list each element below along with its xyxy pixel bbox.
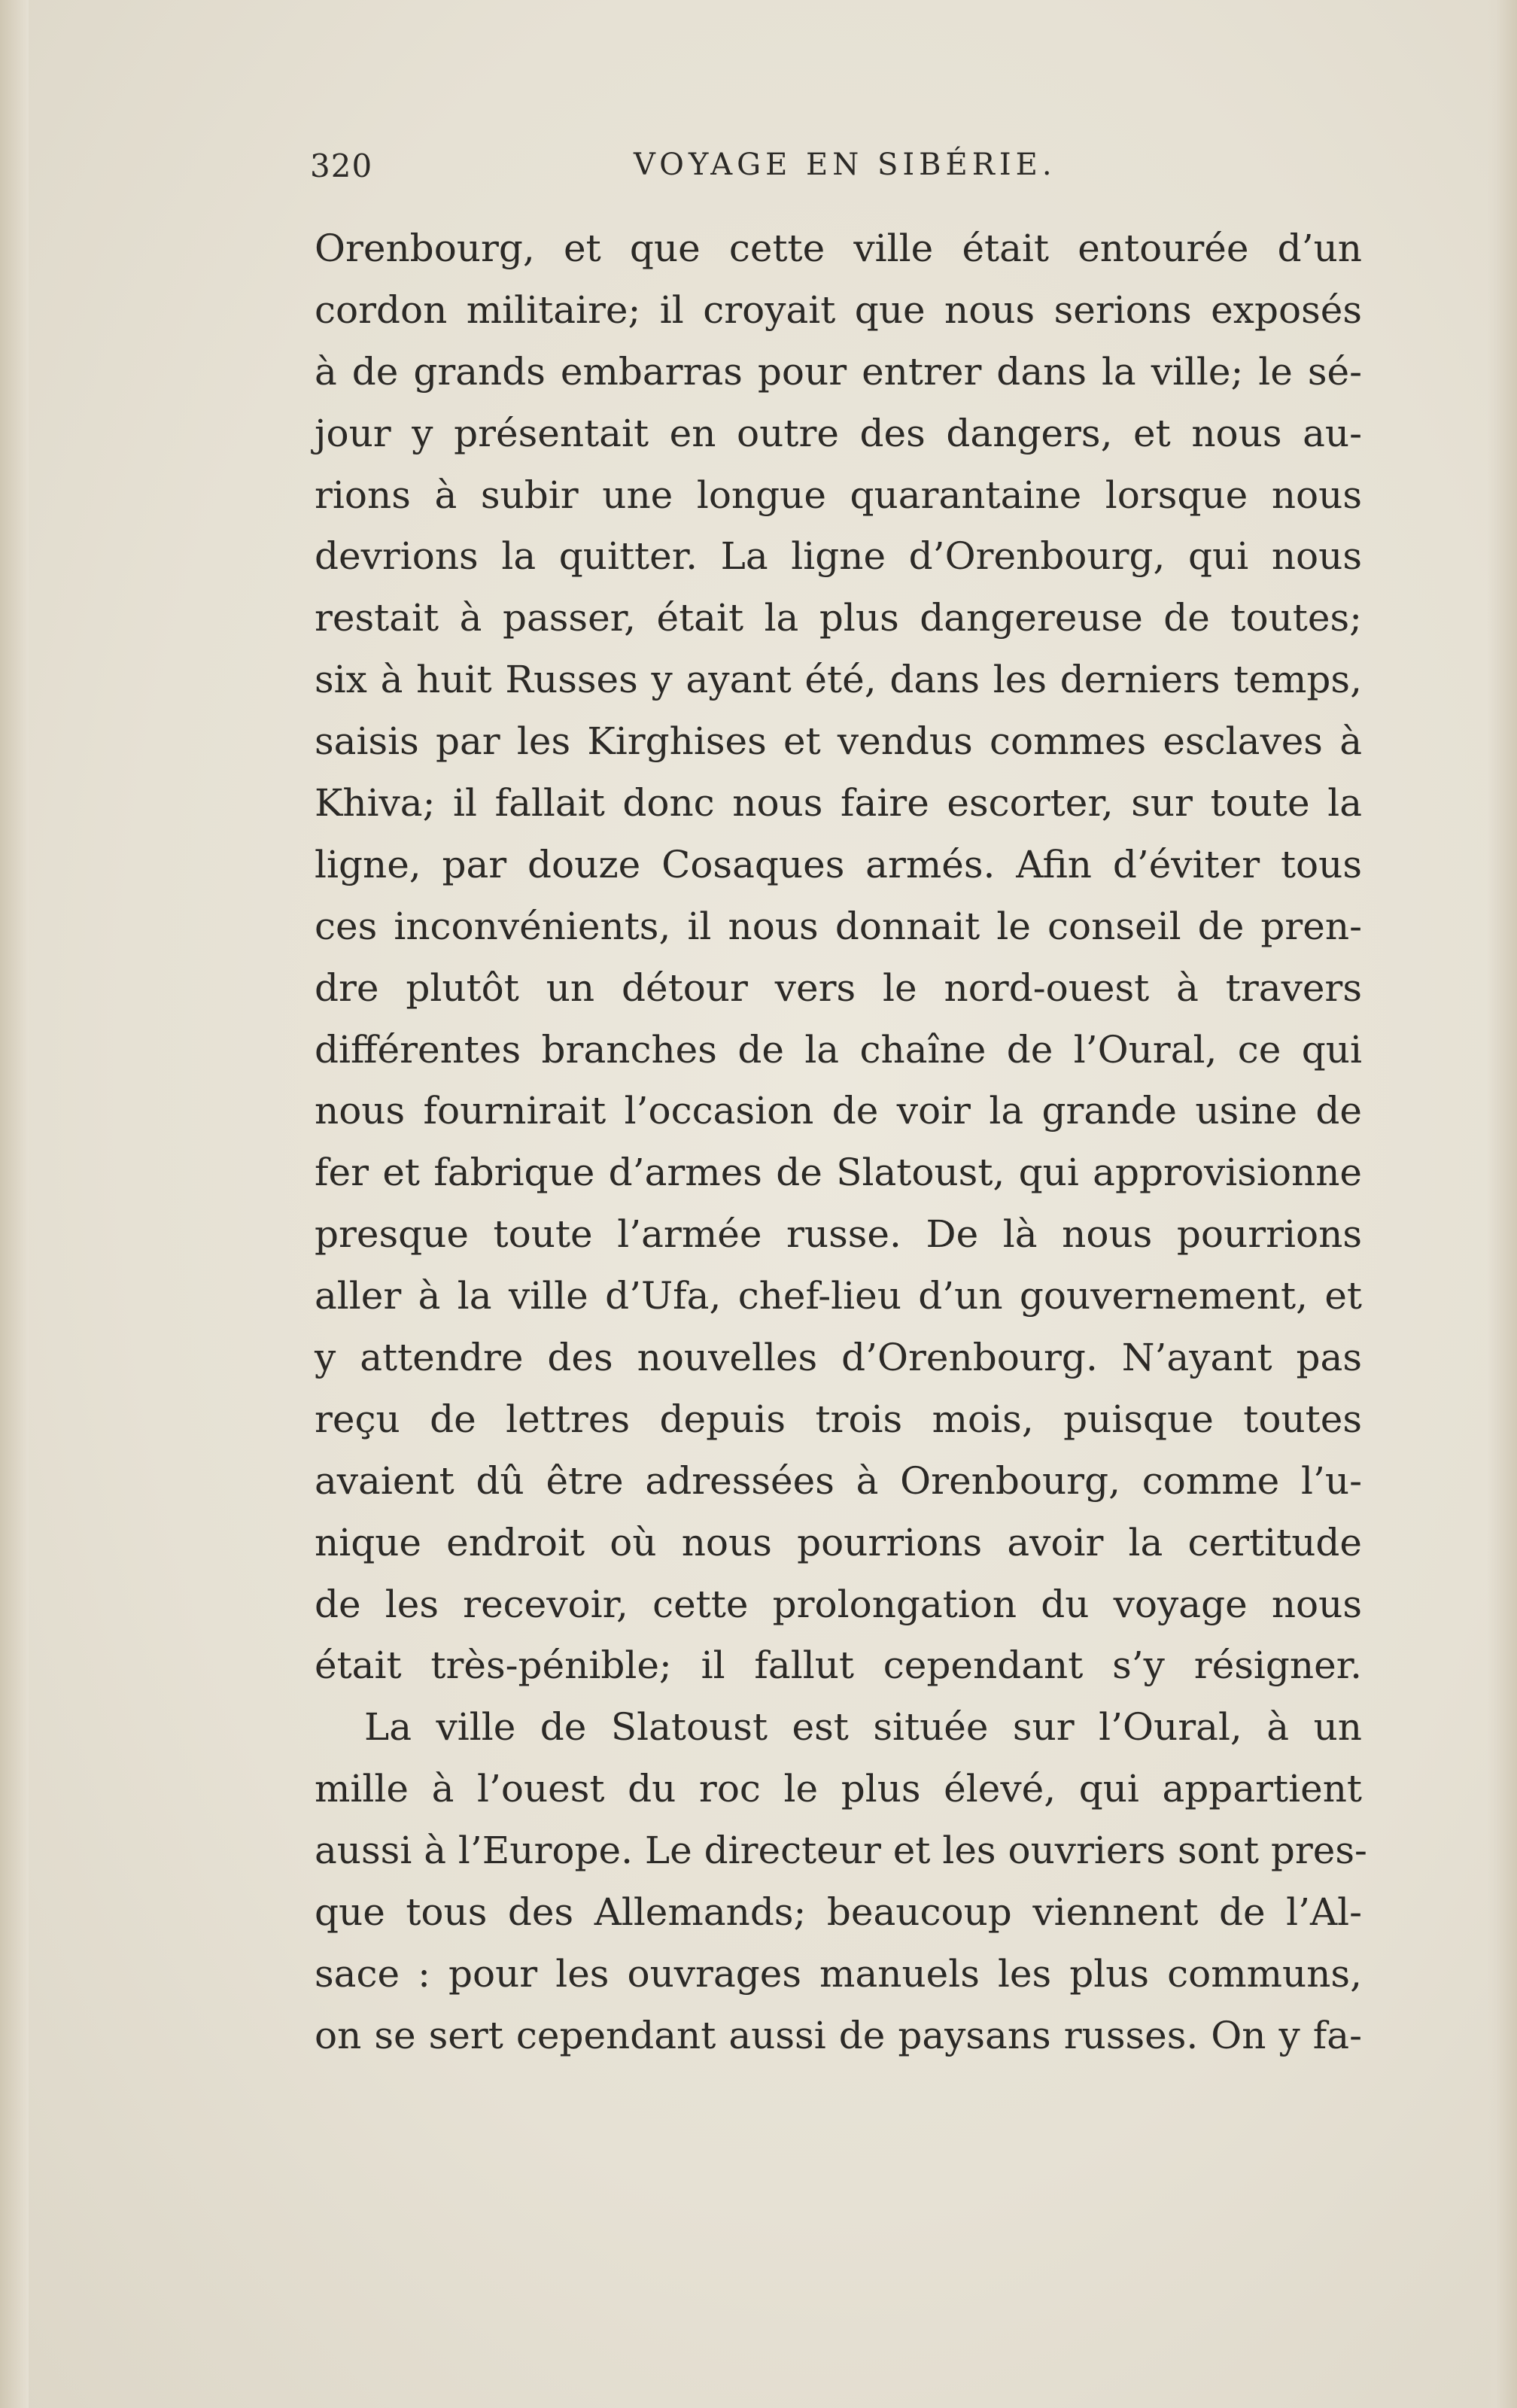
text-line: différentes branches de la chaîne de l’Oural, ce qui [315,1027,1362,1072]
text-line: Khiva; il fallait donc nous faire escorter, sur toute la [315,781,1362,825]
text-line: mille à l’ouest du roc le plus élevé, qui appartient [315,1767,1362,1811]
text-line: ligne, par douze Cosaques armés. Afin d’éviter tous [315,842,1362,886]
text-line: cordon militaire; il croyait que nous serions exposés [315,287,1362,332]
text-line: y attendre des nouvelles d’Orenbourg. N’ayant pas [315,1336,1362,1380]
text-line: à de grands embarras pour entrer dans la ville; le sé- [315,349,1362,394]
text-line: saisis par les Kirghises et vendus commes esclaves à [315,719,1362,764]
text-line: jour y présentait en outre des dangers, et nous au- [315,411,1362,455]
text-line: rions à subir une longue quarantaine lorsque nous [315,473,1362,517]
text-line: nous fournirait l’occasion de voir la grande usine de [315,1089,1362,1133]
text-line: sace : pour les ouvrages manuels les plus communs, [315,1951,1362,1996]
text-line: fer et fabrique d’armes de Slatoust, qui approvisionne [315,1151,1362,1195]
text-line: aller à la ville d’Ufa, chef-lieu d’un gouvernement, et [315,1274,1362,1318]
running-title: VOYAGE EN SIBÉRIE. [634,147,1056,182]
text-line: restait à passer, était la plus dangereuse de toutes; [315,596,1362,640]
text-line: reçu de lettres depuis trois mois, puisque toutes [315,1397,1362,1441]
page-left-edge [0,0,29,2408]
text-line-paragraph-start: La ville de Slatoust est située sur l’Oural, à un [364,1705,1362,1750]
running-head [310,147,1363,196]
text-line: devrions la quitter. La ligne d’Orenbourg, qui nous [315,534,1362,579]
page-number: 320 [310,147,373,184]
text-line: aussi à l’Europe. Le directeur et les ouvriers sont pres- [315,1829,1367,1873]
text-line: que tous des Allemands; beaucoup viennent de l’Al- [315,1890,1362,1935]
text-line: on se sert cependant aussi de paysans russes. On y fa- [315,2013,1362,2057]
text-line: nique endroit où nous pourrions avoir la certitude [315,1520,1362,1564]
text-line: avaient dû être adressées à Orenbourg, comme l’u- [315,1458,1362,1503]
text-line: ces inconvénients, il nous donnait le conseil de pren- [315,904,1362,948]
text-line: Orenbourg, et que cette ville était entourée d’un [315,227,1362,270]
text-line: de les recevoir, cette prolongation du voyage nous [315,1582,1362,1626]
page-right-edge [1487,0,1517,2408]
text-line: six à huit Russes y ayant été, dans les derniers temps, [315,658,1362,702]
text-line: dre plutôt un détour vers le nord-ouest à travers [315,965,1362,1010]
text-line: était très-pénible; il fallut cependant s’y résigner. [315,1643,1362,1688]
text-line: presque toute l’armée russe. De là nous pourrions [315,1212,1362,1257]
body-text [315,218,1367,2067]
